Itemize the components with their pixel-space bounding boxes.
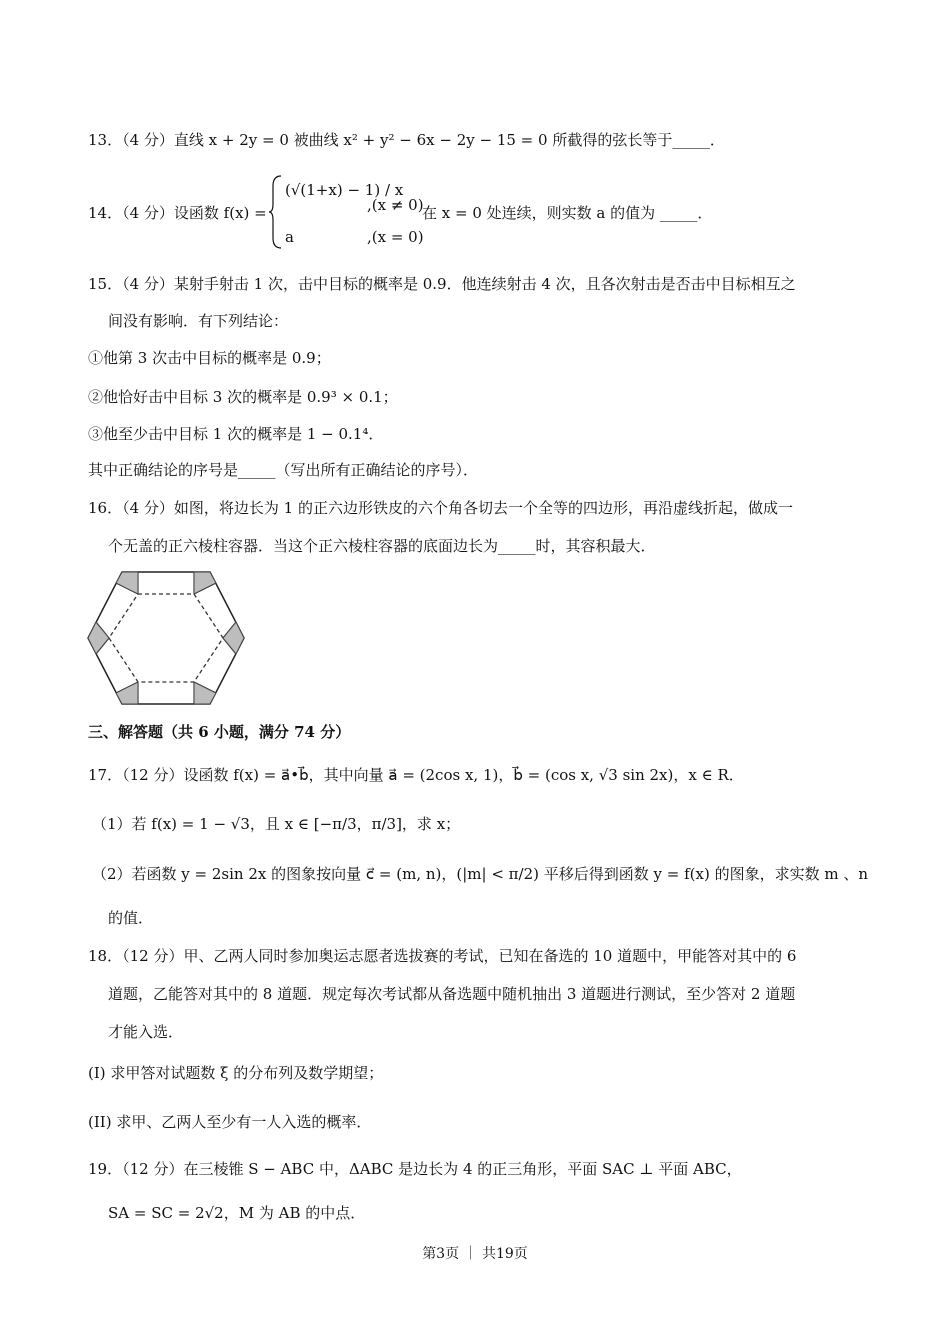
hex-inner-dashed [109,594,223,682]
q15-line1: 15．（4 分）某射手射击 1 次，击中目标的概率是 0.9．他连续射击 4 次，且各次射击是否击中目标相互之 [88,275,796,293]
q19-line1: 19．（12 分）在三棱锥 S − ABC 中，ΔABC 是边长为 4 的正三角形，平面 SAC ⊥ 平面 ABC， [88,1160,742,1178]
q18-line2: 道题，乙能答对其中的 8 道题．规定每次考试都从备选题中随机抽出 3 道题进行测试，至少答对 2 道题 [108,985,796,1003]
q13-text: 13．（4 分）直线 x + 2y = 0 被曲线 x² + y² − 6x − 2y − 15 = 0 所截得的弦长等于_____． [88,131,725,149]
q17-part2: （2）若函数 y = 2sin 2x 的图象按向量 c⃗ = (m, n)，(|m| < π/2) 平移后得到函数 y = f(x) 的图象，求实数 m 、n [92,865,868,883]
hex-outer [88,572,244,704]
q15-option1: ①他第 3 次击中目标的概率是 0.9； [88,349,331,367]
q14-case2-cond: ,(x = 0) [367,228,424,246]
q17-part2b: 的值． [108,909,154,927]
q18-line1: 18．（12 分）甲、乙两人同时参加奥运志愿者选拔赛的考试，已知在备选的 10 道题中，甲能答对其中的 6 [88,947,797,965]
q16-line1: 16．（4 分）如图，将边长为 1 的正六边形铁皮的六个角各切去一个全等的四边形，再沿虚线折起，做成一 [88,499,793,517]
q16-line2: 个无盖的正六棱柱容器．当这个正六棱柱容器的底面边长为_____时，其容积最大． [108,537,656,555]
corner-left [88,622,109,654]
q19-line2: SA = SC = 2√2，M 为 AB 的中点． [108,1204,366,1222]
q15-option2: ②他恰好击中目标 3 次的概率是 0.9³ × 0.1； [88,388,398,406]
q14-suffix: 在 x = 0 处连续，则实数 a 的值为 _____． [422,204,713,222]
corner-bottom-left [116,682,138,704]
q18-part1: (I) 求甲答对试题数 ξ 的分布列及数学期望； [88,1064,384,1082]
corner-top-left [116,572,138,594]
q14-case2-expr: a [285,228,294,246]
section3-title: 三、解答题（共 6 小题，满分 74 分） [88,723,351,741]
corner-top-right [194,572,216,594]
q14-prefix: 14．（4 分）设函数 f(x) = [88,204,267,222]
q15-ask: 其中正确结论的序号是_____（写出所有正确结论的序号）． [88,461,479,479]
corner-bottom-right [194,682,216,704]
corner-right [223,622,244,654]
q15-option3: ③他至少击中目标 1 次的概率是 1 − 0.1⁴． [88,425,384,443]
hexagon-figure [86,568,246,708]
q14-case1-cond: ,(x ≠ 0) [367,196,424,214]
q17-part1: （1）若 f(x) = 1 − √3，且 x ∈ [−π/3，π/3]，求 x； [92,815,461,833]
q14-case1-expr: (√(1+x) − 1) / x [285,181,404,199]
q15-line2: 间没有影响．有下列结论： [108,312,289,330]
q18-part2: (II) 求甲、乙两人至少有一人入选的概率． [88,1113,372,1131]
q18-line3: 才能入选． [108,1023,184,1041]
page-footer: 第3页 ｜ 共19页 [422,1246,528,1262]
q17-line1: 17．（12 分）设函数 f(x) = a⃗•b⃗，其中向量 a⃗ = (2cos x, 1)，b⃗ = (cos x, √3 sin 2x)，x ∈ R． [88,766,744,784]
